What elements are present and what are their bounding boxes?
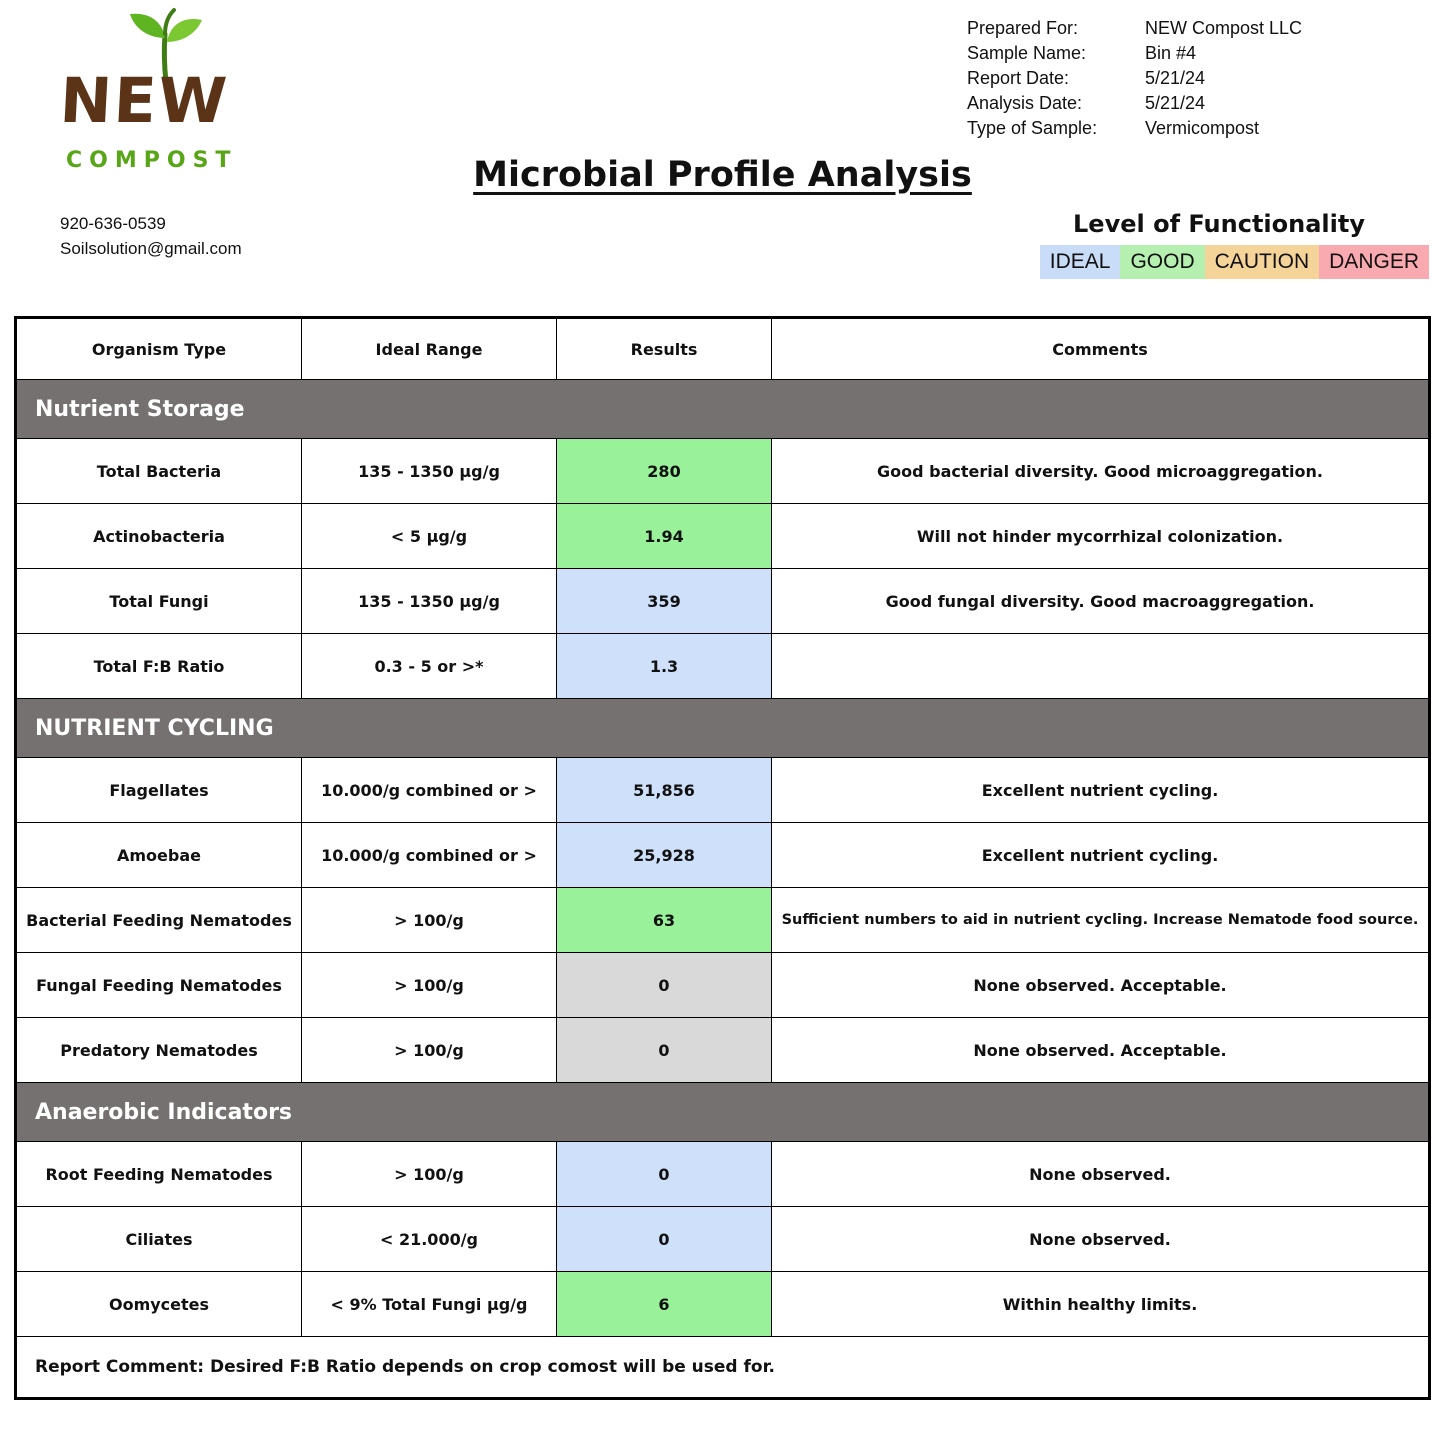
cell-organism: Total Fungi	[17, 569, 302, 634]
cell-comment: Excellent nutrient cycling.	[772, 758, 1429, 823]
meta-row-report-date	[967, 66, 1427, 91]
meta-label: Type of Sample:	[967, 118, 1098, 138]
section-header-nutrient-storage	[17, 380, 1429, 439]
cell-result: 0	[557, 953, 772, 1018]
cell-comment: None observed.	[772, 1142, 1429, 1207]
meta-row-prepared-for	[967, 16, 1427, 41]
cell-organism: Total Bacteria	[17, 439, 302, 504]
table-row	[17, 504, 1429, 569]
table-header-row	[17, 319, 1429, 380]
cell-ideal-range: > 100/g	[302, 953, 557, 1018]
header-organism-type: Organism Type	[17, 319, 302, 380]
cell-ideal-range: > 100/g	[302, 1018, 557, 1083]
cell-organism: Fungal Feeding Nematodes	[17, 953, 302, 1018]
meta-row-analysis-date	[967, 91, 1427, 116]
logo-subtext: COMPOST	[66, 148, 238, 173]
cell-ideal-range: 0.3 - 5 or >*	[302, 634, 557, 699]
table-row	[17, 1272, 1429, 1337]
meta-value: 5/21/24	[1145, 68, 1206, 88]
table-row	[17, 569, 1429, 634]
report-comment-row	[17, 1337, 1429, 1398]
cell-ideal-range: < 9% Total Fungi µg/g	[302, 1272, 557, 1337]
cell-comment: Good fungal diversity. Good macroaggregation.	[772, 569, 1429, 634]
cell-comment: None observed. Acceptable.	[772, 953, 1429, 1018]
cell-organism: Amoebae	[17, 823, 302, 888]
table-row	[17, 758, 1429, 823]
table-row	[17, 953, 1429, 1018]
cell-comment: Excellent nutrient cycling.	[772, 823, 1429, 888]
cell-comment: Good bacterial diversity. Good microaggregation.	[772, 439, 1429, 504]
cell-organism: Actinobacteria	[17, 504, 302, 569]
cell-comment: Sufficient numbers to aid in nutrient cycling. Increase Nematode food source.	[772, 888, 1429, 953]
cell-comment: None observed.	[772, 1207, 1429, 1272]
cell-ideal-range: 10.000/g combined or >	[302, 823, 557, 888]
contact-info	[60, 212, 242, 261]
meta-value: Vermicompost	[1145, 118, 1260, 138]
table-row	[17, 1207, 1429, 1272]
logo-wordmark: NEW	[58, 64, 231, 137]
legend-chips	[1009, 245, 1429, 279]
cell-result: 359	[557, 569, 772, 634]
table-row	[17, 634, 1429, 699]
legend-chip-good: GOOD	[1120, 245, 1204, 279]
cell-ideal-range: 135 - 1350 µg/g	[302, 439, 557, 504]
table-row	[17, 1018, 1429, 1083]
table-row	[17, 439, 1429, 504]
cell-comment: Within healthy limits.	[772, 1272, 1429, 1337]
header-comments: Comments	[772, 319, 1429, 380]
section-title: NUTRIENT CYCLING	[17, 699, 1429, 758]
header-ideal-range: Ideal Range	[302, 319, 557, 380]
report-meta	[967, 16, 1427, 141]
section-header-nutrient-cycling	[17, 699, 1429, 758]
header-results: Results	[557, 319, 772, 380]
section-title: Nutrient Storage	[17, 380, 1429, 439]
cell-result: 6	[557, 1272, 772, 1337]
cell-comment: None observed. Acceptable.	[772, 1018, 1429, 1083]
report-header	[0, 0, 1445, 300]
cell-result: 63	[557, 888, 772, 953]
legend-chip-caution: CAUTION	[1205, 245, 1320, 279]
meta-label: Analysis Date:	[967, 93, 1083, 113]
report-comment: Report Comment: Desired F:B Ratio depends on crop comost will be used for.	[17, 1337, 1429, 1398]
cell-organism: Bacterial Feeding Nematodes	[17, 888, 302, 953]
meta-row-type-of-sample	[967, 116, 1427, 141]
section-header-anaerobic-indicators	[17, 1083, 1429, 1142]
cell-ideal-range: > 100/g	[302, 888, 557, 953]
cell-result: 0	[557, 1018, 772, 1083]
cell-organism: Predatory Nematodes	[17, 1018, 302, 1083]
meta-value: Bin #4	[1145, 43, 1197, 63]
table-row	[17, 1142, 1429, 1207]
cell-ideal-range: < 5 µg/g	[302, 504, 557, 569]
cell-organism: Flagellates	[17, 758, 302, 823]
meta-value: NEW Compost LLC	[1145, 18, 1303, 38]
cell-result: 1.94	[557, 504, 772, 569]
table-row	[17, 888, 1429, 953]
section-title: Anaerobic Indicators	[17, 1083, 1429, 1142]
cell-comment	[772, 634, 1429, 699]
cell-ideal-range: > 100/g	[302, 1142, 557, 1207]
table-row	[17, 823, 1429, 888]
meta-label: Report Date:	[967, 68, 1070, 88]
cell-result: 51,856	[557, 758, 772, 823]
meta-label: Prepared For:	[967, 18, 1079, 38]
meta-row-sample-name	[967, 41, 1427, 66]
cell-result: 25,928	[557, 823, 772, 888]
legend-title: Level of Functionality	[1073, 210, 1365, 238]
cell-ideal-range: < 21.000/g	[302, 1207, 557, 1272]
microbial-results-table	[14, 316, 1431, 1400]
cell-organism: Root Feeding Nematodes	[17, 1142, 302, 1207]
cell-comment: Will not hinder mycorrhizal colonization.	[772, 504, 1429, 569]
cell-ideal-range: 10.000/g combined or >	[302, 758, 557, 823]
cell-result: 1.3	[557, 634, 772, 699]
legend-chip-danger: DANGER	[1319, 245, 1429, 279]
cell-organism: Ciliates	[17, 1207, 302, 1272]
meta-value: 5/21/24	[1145, 93, 1206, 113]
cell-organism: Total F:B Ratio	[17, 634, 302, 699]
contact-email: Soilsolution@gmail.com	[60, 238, 242, 258]
legend-chip-ideal: IDEAL	[1040, 245, 1121, 279]
page-title: Microbial Profile Analysis	[473, 155, 972, 195]
cell-ideal-range: 135 - 1350 µg/g	[302, 569, 557, 634]
cell-result: 0	[557, 1142, 772, 1207]
meta-label: Sample Name:	[967, 43, 1087, 63]
legend	[1009, 210, 1429, 279]
cell-result: 280	[557, 439, 772, 504]
contact-phone: 920-636-0539	[60, 214, 166, 233]
cell-result: 0	[557, 1207, 772, 1272]
cell-organism: Oomycetes	[17, 1272, 302, 1337]
